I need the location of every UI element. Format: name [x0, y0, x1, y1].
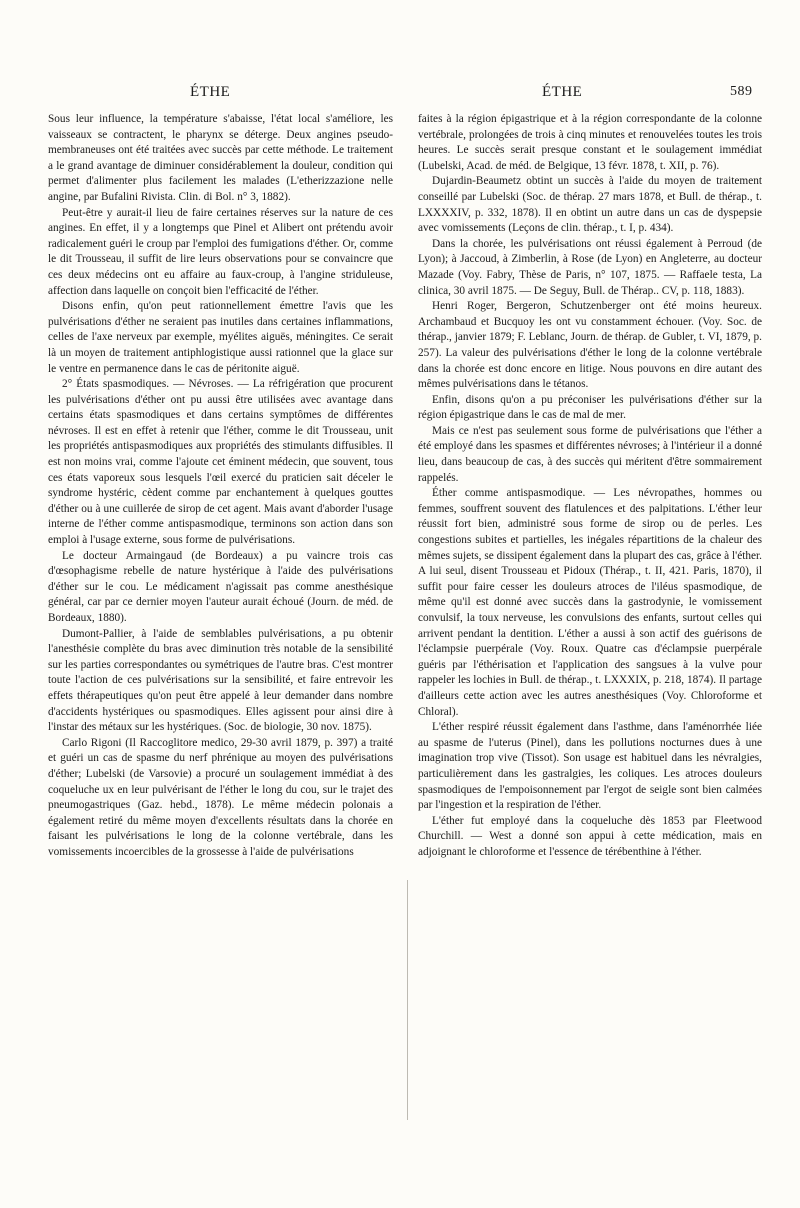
paragraph: Disons enfin, qu'on peut rationnellement émettre l'avis que les pulvérisations d'éther ne seraient pas inutiles dans certaines inflammations, celles de l'axe nerveux par exemple, myélites aiguës, méningites. Ce serait là un moyen de traitement antiphlogistique aussi rationnel que la glace sur le ventre en permanence dans le cas de péritonite aiguë. — [48, 300, 393, 375]
running-header-left: ÉTHE — [190, 84, 231, 100]
paragraph: Enfin, disons qu'on a pu préconiser les pulvérisations d'éther sur la région épigastrique dans le cas de mal de mer. — [418, 393, 762, 422]
running-header-right: ÉTHE — [542, 84, 583, 100]
paragraph: Sous leur influence, la température s'abaisse, l'état local s'améliore, les vaisseaux se contractent, le pharynx se déterge. Deux angines pseudo-membraneuses ont été traitées avec succès par cette méthode. Le traitement a le grand avantage de diminuer considérablement la douleur, condition qui permet d'alimenter plus facilement les malades (L'etherizzazione nelle angine, par Bufalini Rivista. Clin. di Bol. n° 3, 1882). — [48, 113, 393, 203]
column-divider — [407, 880, 408, 1120]
paragraph: 2° États spasmodiques. — Névroses. — La réfrigération que procurent les pulvérisations d'éther ont pu aussi être utilisées avec avantage dans certains états spasmodiques et dans certains symptômes de différentes névroses. Il est en effet à retenir que l'éther, comme le dit Trousseau, unit les propriétés antispasmodiques aux propriétés des stimulants diffusibles. Il est non moins vrai, comme l'ajoute cet éminent médecin, que souvent, tous ces états vaporeux sous lesquels l'œil exercé du praticien sait déceler le syndrome hystéric, cèdent comme par enchantement à quelques gouttes d'éther ou à une cuillerée de sirop de cet agent. Mais avant d'aborder l'usage interne de l'éther comme antispasmodique, terminons son action dans son emploi à l'usage externe, sous forme de pulvérisations. — [48, 378, 393, 547]
right-text-column — [418, 112, 762, 861]
paragraph: Dans la chorée, les pulvérisations ont réussi également à Perroud (de Lyon); à Jaccoud, à Zimberlin, à Rose (de Lyon) en Angleterre, au docteur Mazade (Voy. Fabry, Thèse de Paris, n° 107, 1875. — Raffaele testa, La clinica, 30 avril 1875. — De Seguy, Bull. de Thérap.. CV, p. 118, 1883). — [418, 237, 762, 297]
paragraph: Dujardin-Beaumetz obtint un succès à l'aide du moyen de traitement conseillé par Lubelski (Soc. de thérap. 27 mars 1878, et Bull. de thérap., t. LXXXXIV, p. 332, 1878). Il en obtint un autre dans un cas de dyspepsie avec vomissements (Leçons de clin. thérap., t. I, p. 434). — [418, 175, 762, 235]
paragraph: L'éther respiré réussit également dans l'asthme, dans l'aménorrhée liée au spasme de l'uterus (Pinel), dans les pollutions nocturnes dues à une imagination trop vive (Tissot). Son usage est habituel dans les névralgies, particulièrement dans les gastralgies, les coliques. Les atroces douleurs spasmodiques de l'empoisonnement par l'ergot de seigle sont bien calmées par l'ingestion et la respiration de l'éther. — [418, 721, 762, 812]
paragraph: Mais ce n'est pas seulement sous forme de pulvérisations que l'éther a été employé dans les spasmes et différentes névroses; à l'intérieur il a donné lieu, dans beaucoup de cas, à des succès qui méritent d'être sommairement rappelés. — [418, 424, 762, 484]
paragraph: Éther comme antispasmodique. — Les névropathes, hommes ou femmes, souffrent souvent des flatulences et des palpitations. L'éther leur réussit fort bien, administré sous forme de sirop ou de perles. Les congestions subites et partielles, les inégales répartitions de la chaleur des mêmes sujets, se dissipent également dans la plupart des cas, grâce à l'éther. A lui seul, disent Trousseau et Pidoux (Thérap., t. II, 421. Paris, 1870), il suffit pour faire cesser les douleurs atroces de l'iléus spasmodique, de même qu'il est donné avec succès dans la gastrodynie, le vomissement convulsif, la toux nerveuse, les convulsions des enfants, surtout celles qui arrivent pendant la dentition. L'éther a aussi à son actif des guérisons de l'éclampsie puerpérale (Voy. Roux. Quatre cas d'éclampsie puerpérale guéris par l'éthérisation et l'application des sangsues à la vulve pour rappeler les lochies in Bull. de thérap., t. LXXXIX, p. 218, 1874). Il partage d'ailleurs cette action avec les autres anesthésiques (Voy. Chloroforme et Chloral). — [418, 487, 762, 718]
paragraph: Henri Roger, Bergeron, Schutzenberger ont été moins heureux. Archambaud et Bucquoy les ont vu constamment échouer. (Voy. Soc. de thérap., janvier 1879; F. Leblanc, Journ. de thérap. de Gubler, t. VI, 1879, p. 257). La valeur des pulvérisations d'éther le long de la colonne vertébrale dans la chorée est donc encore en litige. Nous pouvons en dire autant des mêmes pulvérisations dans le tétanos. — [418, 300, 762, 391]
paragraph: L'éther fut employé dans la coqueluche dès 1853 par Fleetwood Churchill. — West a donné son appui à cette médication, mais en adjoignant le chloroforme et l'essence de térébenthine à l'éther. — [418, 814, 762, 858]
paragraph: faites à la région épigastrique et à la région correspondante de la colonne vertébrale, prolongées de trois à cinq minutes et renouvelées toutes les trois heures. Le succès serait presque constant et le soulagement immédiat (Lubelski, Acad. de méd. de Belgique, 13 févr. 1878, t. XII, p. 76). — [418, 113, 762, 172]
paragraph: Peut-être y aurait-il lieu de faire certaines réserves sur la nature de ces angines. En effet, il y a longtemps que Pinel et Alibert ont prétendu avoir radicalement guéri le croup par l'emploi des fumigations d'éther. Or, comme le dit Trousseau, il suffit de lire leurs observations pour se convaincre que ces deux médecins ont eu affaire au faux-croup, à l'angine striduleuse, affection dans laquelle on conçoit bien l'efficacité de l'éther. — [48, 206, 393, 297]
paragraph: Carlo Rigoni (Il Raccoglitore medico, 29-30 avril 1879, p. 397) a traité et guéri un cas de spasme du nerf phrénique au moyen des pulvérisations d'éther; Lubelski (de Varsovie) a procuré un soulagement immédiat à des coqueluche ux en leur pulvérisant de l'éther le long du cou, sur le trajet des pneumogastriques (Gaz. hebd., 1878). Le même médecin polonais a également retiré du même moyen d'excellents résultats dans la chorée en faisant les pulvérisations le long de la colonne vertébrale, dans les vomissements incoercibles de la grossesse à l'aide de pulvérisations — [48, 736, 393, 858]
paragraph: Dumont-Pallier, à l'aide de semblables pulvérisations, a pu obtenir l'anesthésie complète du bras avec diminution très notable de la sensibilité sur les parties correspondantes ou symétriques de l'autre bras. C'est montrer toute l'action de ces pulvérisations sur la sensibilité, et faire entrevoir les effets thérapeutiques qu'on peut être appelé à leur demander dans nombre d'accidents hystériques ou spasmodiques. Elles agissent pour ainsi dire à l'instar des métaux sur les hystériques. (Soc. de biologie, 30 nov. 1875). — [48, 627, 393, 734]
paragraph: Le docteur Armaingaud (de Bordeaux) a pu vaincre trois cas d'œsophagisme rebelle de nature hystérique à l'aide des pulvérisations d'éther sur le cou. Le médicament n'agissait pas comme anesthésique général, car par ce dernier moyen l'auteur aurait échoué (Journ. de méd. de Bordeaux, 1880). — [48, 549, 393, 624]
left-text-column — [48, 112, 393, 861]
page-number: 589 — [730, 84, 753, 99]
